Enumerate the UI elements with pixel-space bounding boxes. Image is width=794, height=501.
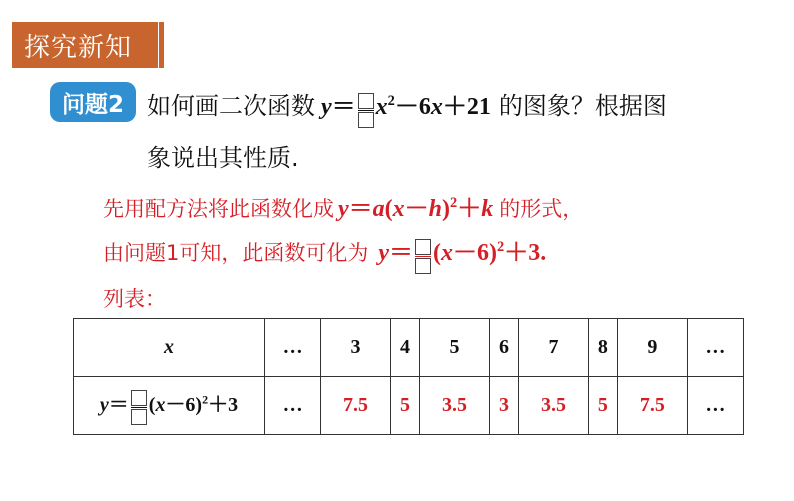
section-tag	[12, 22, 158, 68]
formula-x2: x	[430, 94, 443, 120]
table-cell: 4	[390, 319, 419, 377]
formula-x: x	[392, 196, 405, 222]
explanation-text-2: 由问题1可知，此函数可化为	[103, 241, 369, 265]
explanation-line-3: 列表：	[103, 287, 166, 311]
converted-formula	[378, 232, 546, 272]
question-line-1	[147, 86, 667, 126]
value-table	[73, 318, 744, 435]
table-cell: …	[687, 377, 743, 435]
table-cell: 5	[390, 377, 419, 435]
formula-x: x	[155, 393, 166, 416]
table-cell: 7.5	[618, 377, 688, 435]
table-cell: 7.5	[321, 377, 391, 435]
table-cell: …	[265, 319, 321, 377]
formula-plus: ＋	[457, 196, 482, 222]
table-cell: 5	[420, 319, 490, 377]
formula-minus6: －6	[394, 94, 431, 120]
table-cell: …	[265, 377, 321, 435]
formula-y: y	[99, 393, 109, 416]
formula-eq: ＝	[348, 196, 373, 222]
question-badge: 问题2	[50, 82, 136, 122]
fraction	[415, 239, 431, 274]
table-cell: 6	[489, 319, 518, 377]
question-formula	[321, 86, 491, 126]
formula-eq: ＝	[331, 94, 356, 120]
formula-open-paren: (	[433, 240, 442, 266]
formula-square: 2	[387, 93, 395, 109]
fraction-bar	[415, 256, 431, 257]
table-row	[74, 377, 744, 435]
section-title: 探究新知	[24, 32, 133, 63]
formula-tail: ＋3	[208, 393, 239, 416]
question-text-before: 如何画二次函数	[147, 92, 315, 120]
table-header-y	[74, 377, 265, 435]
formula-x: x	[375, 94, 388, 120]
formula-plus21: ＋21	[442, 94, 491, 120]
vertex-form-formula	[338, 188, 493, 223]
formula-y: y	[378, 240, 390, 266]
formula-open-paren: (	[148, 393, 156, 416]
table-cell: 3	[321, 319, 391, 377]
fraction-bar	[131, 407, 147, 408]
section-tag-bars	[150, 22, 164, 68]
formula-square: 2	[450, 195, 458, 211]
formula-rest: －6)	[165, 393, 203, 416]
formula-eq: ＝	[108, 393, 129, 416]
formula-square: 2	[202, 391, 209, 406]
table-cell: 8	[588, 319, 617, 377]
fraction	[358, 93, 374, 128]
formula-k: k	[481, 196, 494, 222]
table-cell: 7	[519, 319, 589, 377]
formula-square: 2	[497, 239, 505, 255]
formula-close-paren: )	[442, 196, 451, 222]
table-header-x: x	[74, 319, 265, 377]
formula-h: h	[428, 196, 443, 222]
explanation-line-1	[103, 188, 583, 223]
fraction-numerator-placeholder	[415, 239, 431, 255]
formula-y: y	[338, 196, 349, 222]
table-row	[74, 319, 744, 377]
formula-eq: ＝	[389, 240, 414, 266]
fraction-denominator-placeholder	[358, 112, 374, 128]
fraction-denominator-placeholder	[415, 258, 431, 274]
tag-bar	[150, 22, 155, 68]
table-cell: 5	[588, 377, 617, 435]
explanation-line-2	[103, 232, 546, 272]
formula-minus: －	[404, 196, 429, 222]
formula-rest: －6)	[453, 240, 498, 266]
table-cell: …	[687, 319, 743, 377]
fraction-numerator-placeholder	[131, 390, 147, 406]
fraction-numerator-placeholder	[358, 93, 374, 109]
explanation-text-1-after: 的形式，	[499, 197, 584, 221]
formula-a: a	[372, 196, 385, 222]
explanation-text-1: 先用配方法将此函数化成	[103, 197, 334, 221]
table-cell: 9	[618, 319, 688, 377]
question-line-2: 象说出其性质.	[147, 144, 299, 172]
table-cell: 3.5	[519, 377, 589, 435]
formula-open-paren: (	[384, 196, 393, 222]
formula-tail: ＋3.	[504, 240, 547, 266]
tag-bar	[159, 22, 164, 68]
fraction	[131, 390, 147, 425]
table-cell: 3.5	[420, 377, 490, 435]
table-cell: 3	[489, 377, 518, 435]
fraction-bar	[358, 110, 374, 111]
formula-y: y	[321, 94, 332, 120]
formula-x: x	[441, 240, 454, 266]
fraction-denominator-placeholder	[131, 409, 147, 425]
question-text-after: 的图象？根据图	[498, 92, 667, 120]
